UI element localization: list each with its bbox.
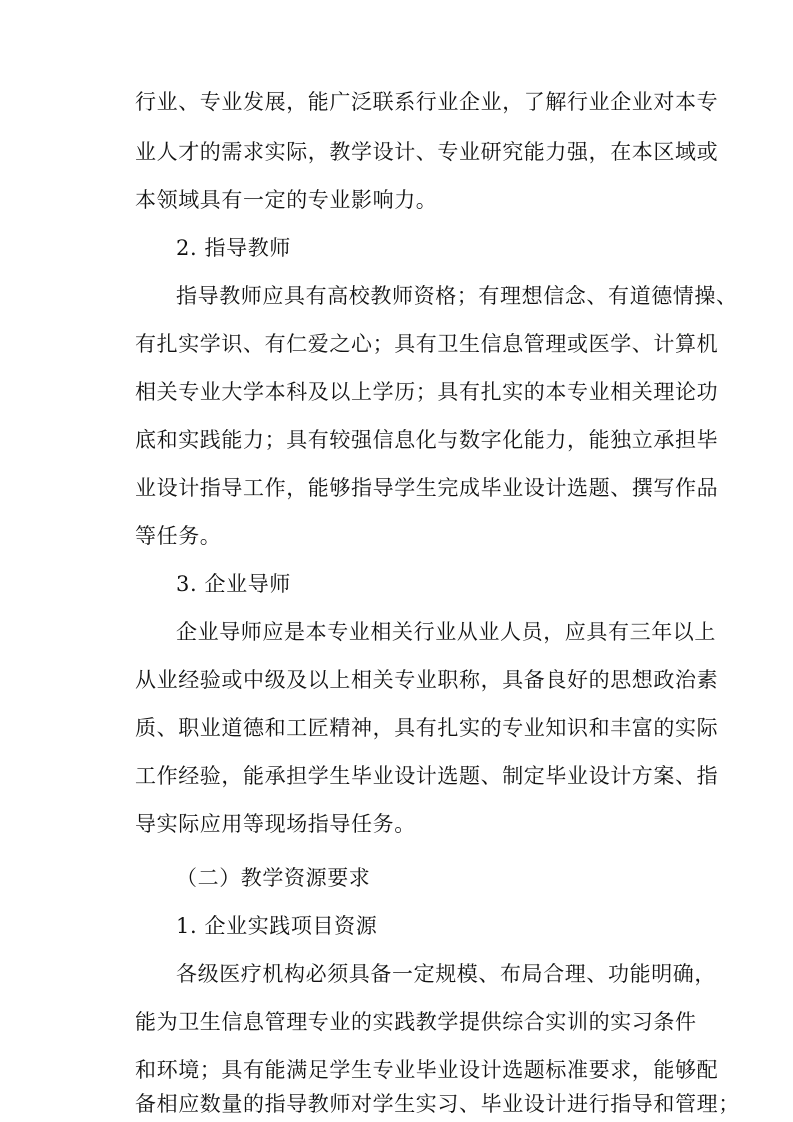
paragraph-line: 质、职业道德和工匠精神，具有扎实的专业知识和丰富的实际 [135, 716, 719, 740]
paragraph-line: 行业、专业发展，能广泛联系行业企业，了解行业企业对本专 [135, 90, 719, 114]
paragraph-line: 等任务。 [135, 524, 222, 548]
paragraph-line: 导实际应用等现场指导任务。 [135, 812, 416, 836]
paragraph-line: 从业经验或中级及以上相关专业职称，具备良好的思想政治素 [135, 668, 719, 692]
paragraph-line: 底和实践能力；具有较强信息化与数字化能力，能独立承担毕 [135, 428, 719, 452]
section-heading-advisor: 2. 指导教师 [176, 236, 291, 260]
paragraph-line: 能为卫生信息管理专业的实践教学提供综合实训的实习条件 [135, 1010, 697, 1034]
paragraph-line: 相关专业大学本科及以上学历；具有扎实的本专业相关理论功 [135, 380, 719, 404]
section-heading-teaching-resources: （二）教学资源要求 [176, 866, 371, 890]
paragraph-line: 业人才的需求实际，教学设计、专业研究能力强，在本区域或 [135, 140, 719, 164]
section-heading-enterprise-mentor: 3. 企业导师 [176, 572, 291, 596]
paragraph-line: 本领域具有一定的专业影响力。 [135, 188, 438, 212]
paragraph-line: 企业导师应是本专业相关行业从业人员，应具有三年以上 [176, 620, 716, 644]
paragraph-line: 和环境；具有能满足学生专业毕业设计选题标准要求，能够配 [135, 1058, 719, 1082]
paragraph-line: 业设计指导工作，能够指导学生完成毕业设计选题、撰写作品 [135, 476, 719, 500]
paragraph-line: 各级医疗机构必须具备一定规模、布局合理、功能明确， [176, 962, 716, 986]
paragraph-line: 工作经验，能承担学生毕业设计选题、制定毕业设计方案、指 [135, 764, 719, 788]
paragraph-line: 有扎实学识、有仁爱之心；具有卫生信息管理或医学、计算机 [135, 332, 719, 356]
paragraph-line: 备相应数量的指导教师对学生实习、毕业设计进行指导和管理； [135, 1092, 740, 1116]
section-heading-practice-resources: 1. 企业实践项目资源 [176, 914, 378, 938]
paragraph-line: 指导教师应具有高校教师资格；有理想信念、有道德情操、 [176, 284, 738, 308]
